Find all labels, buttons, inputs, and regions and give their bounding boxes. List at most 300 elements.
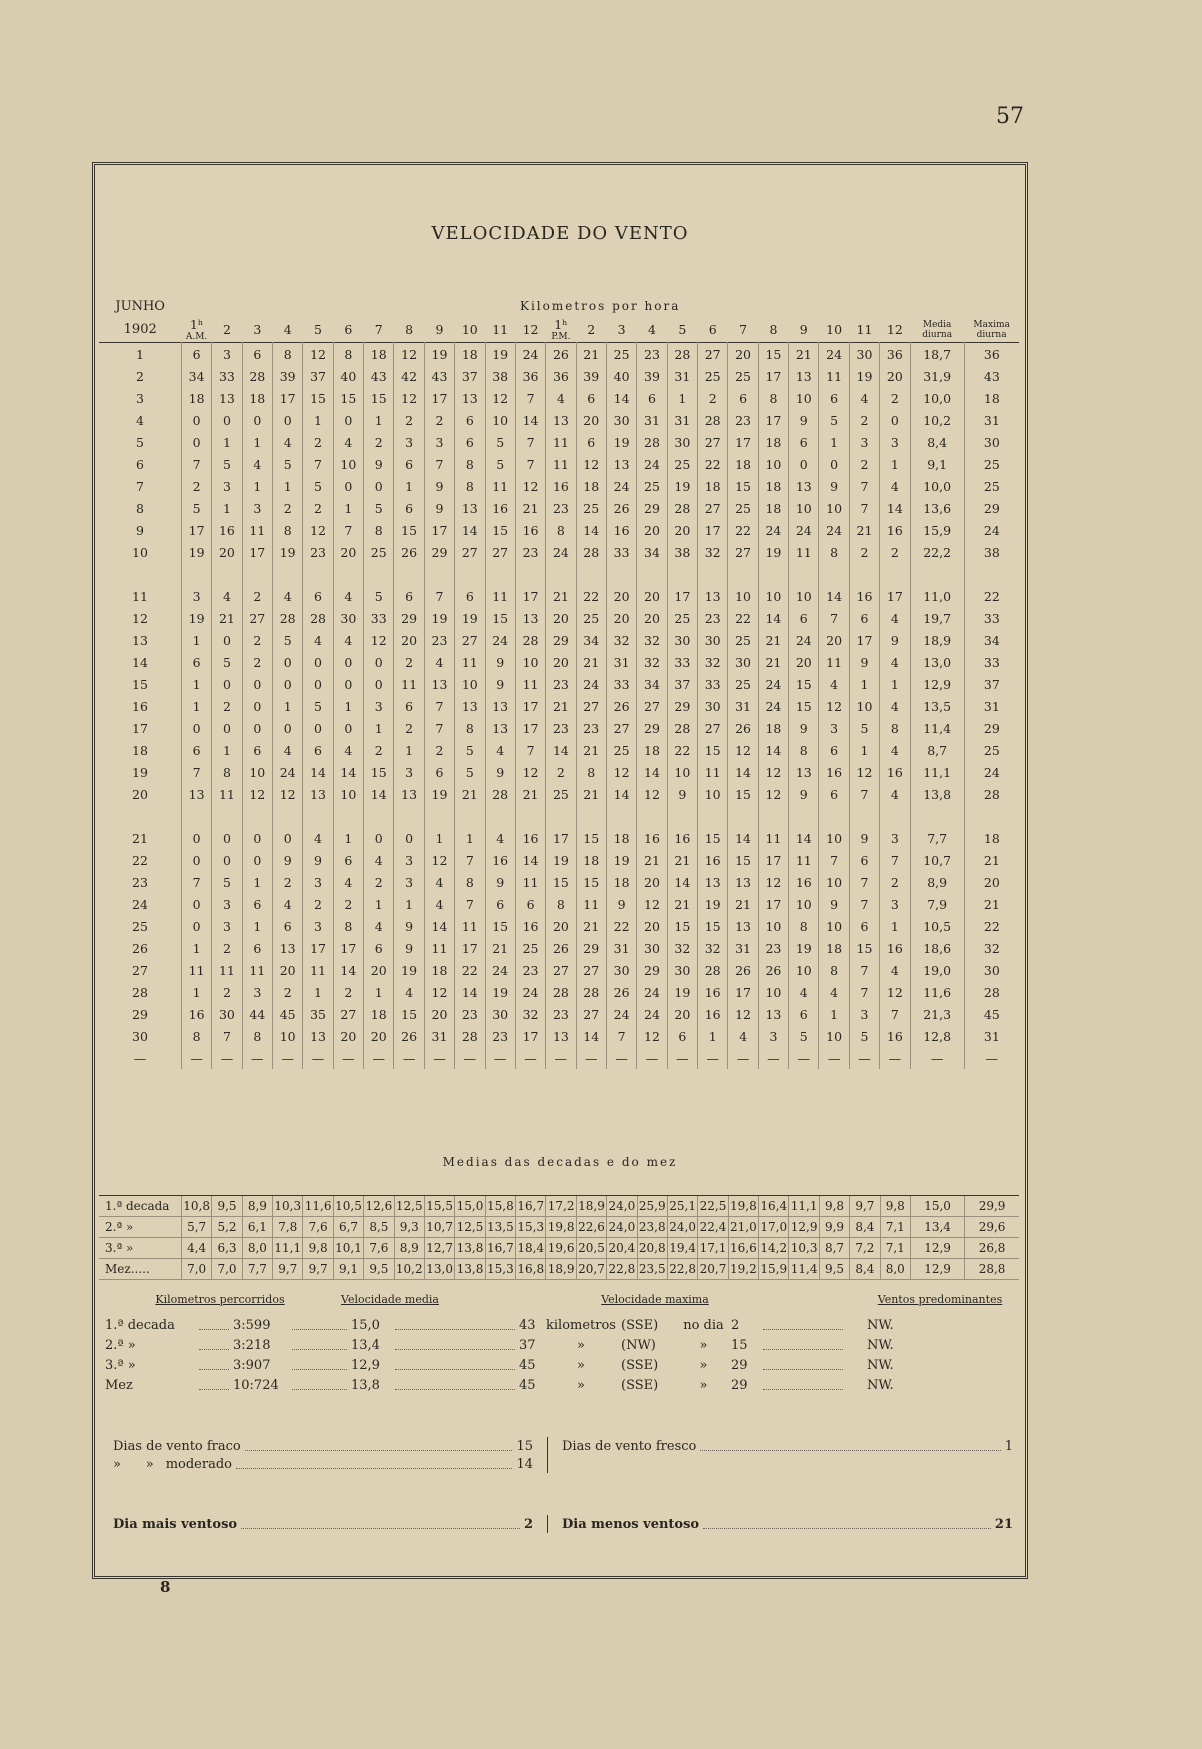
value-cell: 23 bbox=[424, 629, 454, 651]
value-cell: 10 bbox=[455, 673, 485, 695]
value-cell: 0 bbox=[181, 431, 211, 453]
hour-8am: 8 bbox=[405, 322, 414, 337]
means-value: 10,1 bbox=[333, 1238, 363, 1259]
value-cell: 4 bbox=[364, 915, 394, 937]
value-cell: 8 bbox=[819, 541, 849, 563]
value-cell: 16 bbox=[880, 937, 910, 959]
value-cell: 2 bbox=[880, 541, 910, 563]
dash-cell: — bbox=[303, 1047, 333, 1069]
value-cell: 34 bbox=[637, 541, 667, 563]
value-cell: 32 bbox=[698, 651, 728, 673]
value-cell: 45 bbox=[272, 1003, 302, 1025]
value-cell: 28 bbox=[576, 981, 606, 1003]
means-value: 8,4 bbox=[850, 1217, 880, 1238]
value-cell: 12 bbox=[576, 453, 606, 475]
value-cell: 2 bbox=[849, 541, 879, 563]
day-cell: 25 bbox=[132, 918, 148, 934]
value-cell: 5 bbox=[212, 651, 242, 673]
value-cell: 4 bbox=[424, 871, 454, 893]
day-cell: 15 bbox=[132, 676, 148, 692]
value-cell: 28 bbox=[667, 343, 697, 366]
value-cell: 14 bbox=[728, 761, 758, 783]
value-cell: 32 bbox=[637, 629, 667, 651]
value-cell: 22 bbox=[698, 453, 728, 475]
value-cell: 10 bbox=[333, 453, 363, 475]
means-value: 25,9 bbox=[637, 1196, 667, 1217]
value-cell: 10 bbox=[667, 761, 697, 783]
value-cell: 6 bbox=[455, 431, 485, 453]
value-cell: 1 bbox=[364, 717, 394, 739]
dash-cell: — bbox=[910, 1047, 964, 1069]
value-cell: 8 bbox=[455, 475, 485, 497]
value-cell: 34 bbox=[576, 629, 606, 651]
value-cell: 14 bbox=[606, 783, 636, 805]
value-cell: 5 bbox=[272, 453, 302, 475]
value-cell: 13,0 bbox=[910, 651, 964, 673]
value-cell: 7 bbox=[515, 431, 545, 453]
value-cell: 0 bbox=[303, 717, 333, 739]
value-cell: 4 bbox=[546, 387, 576, 409]
means-value: 14,2 bbox=[759, 1238, 789, 1259]
day-cell: 14 bbox=[132, 654, 148, 670]
value-cell: 19 bbox=[272, 541, 302, 563]
value-cell: 23 bbox=[698, 607, 728, 629]
value-cell: 17 bbox=[758, 893, 788, 915]
value-cell: 20 bbox=[667, 1003, 697, 1025]
value-cell: 0 bbox=[333, 717, 363, 739]
means-value: 11,4 bbox=[789, 1259, 819, 1280]
table-row bbox=[99, 431, 1019, 453]
dash-cell: — bbox=[698, 1047, 728, 1069]
value-cell: 40 bbox=[606, 365, 636, 387]
value-cell: 2 bbox=[394, 409, 424, 431]
value-cell: 0 bbox=[181, 717, 211, 739]
value-cell: 28 bbox=[667, 717, 697, 739]
value-cell: 4 bbox=[819, 981, 849, 1003]
value-cell: 2 bbox=[849, 409, 879, 431]
value-cell: 5 bbox=[181, 497, 211, 519]
value-cell: 4 bbox=[333, 871, 363, 893]
value-cell: 6 bbox=[242, 893, 272, 915]
value-cell: 25 bbox=[576, 607, 606, 629]
decade-gap bbox=[99, 563, 1019, 585]
value-cell: 25 bbox=[576, 497, 606, 519]
value-cell: 28 bbox=[272, 607, 302, 629]
value-cell: 19 bbox=[698, 893, 728, 915]
summary-no-dia: » bbox=[699, 1337, 708, 1353]
value-cell: 22 bbox=[606, 915, 636, 937]
value-cell: 37 bbox=[964, 673, 1019, 695]
value-cell: 16 bbox=[485, 849, 515, 871]
hour-11am: 11 bbox=[492, 322, 509, 337]
value-cell: 1 bbox=[364, 409, 394, 431]
summary-no-dia: » bbox=[699, 1357, 708, 1373]
value-cell: 26 bbox=[394, 541, 424, 563]
value-cell: 22 bbox=[455, 959, 485, 981]
value-cell: 11 bbox=[515, 871, 545, 893]
value-cell: 4 bbox=[272, 431, 302, 453]
value-cell: 6 bbox=[576, 431, 606, 453]
value-cell: 5 bbox=[849, 717, 879, 739]
value-cell: 9 bbox=[394, 915, 424, 937]
means-value: 7,8 bbox=[273, 1217, 303, 1238]
value-cell: 18 bbox=[181, 387, 211, 409]
value-cell: 13 bbox=[455, 387, 485, 409]
menos-ventoso-value: 21 bbox=[994, 1516, 1013, 1532]
value-cell: 17 bbox=[424, 387, 454, 409]
value-cell: 31 bbox=[637, 409, 667, 431]
value-cell: 18 bbox=[637, 739, 667, 761]
value-cell: 7 bbox=[424, 453, 454, 475]
value-cell: 16 bbox=[667, 827, 697, 849]
value-cell: 0 bbox=[242, 717, 272, 739]
means-value: 22,4 bbox=[698, 1217, 728, 1238]
value-cell: 10 bbox=[789, 387, 819, 409]
value-cell: 14 bbox=[303, 761, 333, 783]
means-value: 9,5 bbox=[364, 1259, 394, 1280]
value-cell: 4 bbox=[242, 453, 272, 475]
value-cell: 7 bbox=[819, 849, 849, 871]
value-cell: 14 bbox=[637, 761, 667, 783]
value-cell: 19,7 bbox=[910, 607, 964, 629]
value-cell: 0 bbox=[333, 673, 363, 695]
means-value: 15,3 bbox=[516, 1217, 546, 1238]
value-cell: 0 bbox=[212, 849, 242, 871]
value-cell: 19 bbox=[667, 475, 697, 497]
value-cell: 20 bbox=[364, 1025, 394, 1047]
value-cell: 11,0 bbox=[910, 585, 964, 607]
means-value: 28,8 bbox=[965, 1259, 1019, 1280]
summary-row bbox=[105, 1375, 1015, 1395]
means-value: 11,6 bbox=[303, 1196, 333, 1217]
day-cell: 11 bbox=[132, 588, 148, 604]
value-cell: 9,1 bbox=[910, 453, 964, 475]
value-cell: 21 bbox=[546, 695, 576, 717]
value-cell: 22 bbox=[964, 915, 1019, 937]
means-label: 2.ª » bbox=[99, 1217, 181, 1238]
hour-10am: 10 bbox=[461, 322, 478, 337]
value-cell: 10,5 bbox=[910, 915, 964, 937]
value-cell: 10 bbox=[849, 695, 879, 717]
value-cell: 5 bbox=[364, 497, 394, 519]
value-cell: 3 bbox=[880, 431, 910, 453]
dash-cell: — bbox=[272, 1047, 302, 1069]
value-cell: 21 bbox=[758, 651, 788, 673]
dash-cell: — bbox=[394, 1047, 424, 1069]
value-cell: 4 bbox=[880, 475, 910, 497]
table-row bbox=[99, 343, 1019, 366]
day-cell: 22 bbox=[132, 852, 148, 868]
value-cell: 13 bbox=[212, 387, 242, 409]
value-cell: 20 bbox=[546, 607, 576, 629]
value-cell: 14 bbox=[667, 871, 697, 893]
value-cell: 0 bbox=[242, 409, 272, 431]
value-cell: 4 bbox=[424, 651, 454, 673]
value-cell: 30 bbox=[212, 1003, 242, 1025]
value-cell: 17 bbox=[728, 981, 758, 1003]
value-cell: 2 bbox=[242, 629, 272, 651]
value-cell: 9 bbox=[424, 497, 454, 519]
value-cell: 10 bbox=[333, 783, 363, 805]
value-cell: 21 bbox=[546, 585, 576, 607]
means-value: 23,8 bbox=[637, 1217, 667, 1238]
means-value: 26,8 bbox=[965, 1238, 1019, 1259]
value-cell: 12 bbox=[242, 783, 272, 805]
value-cell: 17 bbox=[728, 431, 758, 453]
value-cell: 21 bbox=[212, 607, 242, 629]
media-diurna-header: Media diurna bbox=[922, 319, 953, 340]
value-cell: 0 bbox=[364, 651, 394, 673]
value-cell: 27 bbox=[455, 629, 485, 651]
value-cell: 29 bbox=[637, 497, 667, 519]
table-row bbox=[99, 695, 1019, 717]
value-cell: 30 bbox=[698, 629, 728, 651]
value-cell: 22 bbox=[667, 739, 697, 761]
value-cell: 17 bbox=[546, 827, 576, 849]
value-cell: 10 bbox=[272, 1025, 302, 1047]
value-cell: 6 bbox=[394, 585, 424, 607]
value-cell: 30 bbox=[849, 343, 879, 366]
dash-cell: — bbox=[455, 1047, 485, 1069]
value-cell: 18 bbox=[964, 387, 1019, 409]
value-cell: 14 bbox=[515, 849, 545, 871]
value-cell: 10 bbox=[758, 585, 788, 607]
value-cell: 13 bbox=[546, 409, 576, 431]
table-row bbox=[99, 959, 1019, 981]
value-cell: 3 bbox=[242, 981, 272, 1003]
value-cell: 11 bbox=[242, 519, 272, 541]
value-cell: 18 bbox=[576, 849, 606, 871]
value-cell: 6 bbox=[364, 937, 394, 959]
value-cell: 21 bbox=[576, 343, 606, 366]
value-cell: 13 bbox=[728, 871, 758, 893]
value-cell: 17 bbox=[758, 849, 788, 871]
value-cell: 16 bbox=[698, 981, 728, 1003]
value-cell: 17 bbox=[242, 541, 272, 563]
summary-row bbox=[105, 1335, 1015, 1355]
means-value: 12,5 bbox=[455, 1217, 485, 1238]
value-cell: 13 bbox=[272, 937, 302, 959]
value-cell: 29 bbox=[637, 959, 667, 981]
value-cell: 11 bbox=[424, 937, 454, 959]
day-cell: 1 bbox=[135, 346, 144, 362]
value-cell: 3 bbox=[758, 1025, 788, 1047]
value-cell: 9 bbox=[606, 893, 636, 915]
value-cell: 4 bbox=[394, 981, 424, 1003]
value-cell: 21 bbox=[849, 519, 879, 541]
value-cell: 10 bbox=[789, 959, 819, 981]
value-cell: 20 bbox=[576, 409, 606, 431]
value-cell: 14 bbox=[728, 827, 758, 849]
dash-cell: — bbox=[789, 1047, 819, 1069]
table-row bbox=[99, 607, 1019, 629]
value-cell: 10 bbox=[242, 761, 272, 783]
means-value: 8,4 bbox=[850, 1259, 880, 1280]
value-cell: 1 bbox=[880, 915, 910, 937]
value-cell: 24 bbox=[819, 343, 849, 366]
value-cell: 13 bbox=[546, 1025, 576, 1047]
means-value: 15,9 bbox=[759, 1259, 789, 1280]
means-value: 9,7 bbox=[303, 1259, 333, 1280]
summary-media: 12,9 bbox=[351, 1357, 380, 1373]
value-cell: 16 bbox=[515, 519, 545, 541]
means-value: 8,7 bbox=[819, 1238, 849, 1259]
value-cell: 12 bbox=[394, 343, 424, 366]
value-cell: 31 bbox=[964, 1025, 1019, 1047]
value-cell: 9 bbox=[789, 783, 819, 805]
value-cell: 14 bbox=[364, 783, 394, 805]
value-cell: 12 bbox=[485, 387, 515, 409]
value-cell: 29 bbox=[424, 541, 454, 563]
value-cell: 21 bbox=[576, 783, 606, 805]
mais-ventoso-value: 2 bbox=[523, 1516, 533, 1532]
daily-rows bbox=[99, 343, 1019, 1070]
value-cell: 30 bbox=[667, 431, 697, 453]
value-cell: 7 bbox=[333, 519, 363, 541]
value-cell: 29 bbox=[576, 937, 606, 959]
means-value: 9,8 bbox=[303, 1238, 333, 1259]
value-cell: 20 bbox=[333, 1025, 363, 1047]
value-cell: 15 bbox=[728, 849, 758, 871]
decade-gap bbox=[99, 805, 1019, 827]
day-cell: 9 bbox=[135, 522, 144, 538]
means-value: 15,0 bbox=[910, 1196, 964, 1217]
value-cell: 7 bbox=[424, 695, 454, 717]
value-cell: 4 bbox=[880, 651, 910, 673]
hour-8pm: 8 bbox=[769, 322, 778, 337]
value-cell: 19 bbox=[424, 607, 454, 629]
value-cell: 15 bbox=[728, 783, 758, 805]
value-cell: 12 bbox=[728, 739, 758, 761]
value-cell: 35 bbox=[303, 1003, 333, 1025]
value-cell: 20 bbox=[394, 629, 424, 651]
value-cell: 3 bbox=[394, 431, 424, 453]
value-cell: 1 bbox=[455, 827, 485, 849]
summary-max-dir: (SSE) bbox=[621, 1357, 659, 1373]
day-cell: 8 bbox=[135, 500, 144, 516]
value-cell: 7 bbox=[515, 387, 545, 409]
value-cell: 9 bbox=[819, 475, 849, 497]
table-row bbox=[99, 541, 1019, 563]
value-cell: 15 bbox=[333, 387, 363, 409]
value-cell: 4 bbox=[728, 1025, 758, 1047]
value-cell: 9 bbox=[272, 849, 302, 871]
day-cell: 24 bbox=[132, 896, 148, 912]
value-cell: 7 bbox=[515, 453, 545, 475]
value-cell: 6 bbox=[515, 893, 545, 915]
value-cell: 10 bbox=[698, 783, 728, 805]
value-cell: 12 bbox=[424, 849, 454, 871]
summary-km: 3:907 bbox=[233, 1357, 271, 1373]
value-cell: 4 bbox=[333, 431, 363, 453]
hour-3am: 3 bbox=[253, 322, 262, 337]
value-cell: 20 bbox=[424, 1003, 454, 1025]
value-cell: 29 bbox=[637, 717, 667, 739]
value-cell: 12 bbox=[819, 695, 849, 717]
value-cell: 2 bbox=[424, 739, 454, 761]
value-cell: 13 bbox=[424, 673, 454, 695]
value-cell: 27 bbox=[606, 717, 636, 739]
value-cell: 0 bbox=[242, 849, 272, 871]
value-cell: 1 bbox=[698, 1025, 728, 1047]
value-cell: 19 bbox=[758, 541, 788, 563]
value-cell: 31 bbox=[606, 651, 636, 673]
table-row bbox=[99, 387, 1019, 409]
value-cell: 24 bbox=[758, 673, 788, 695]
value-cell: 24 bbox=[485, 629, 515, 651]
value-cell: 38 bbox=[964, 541, 1019, 563]
value-cell: 0 bbox=[364, 673, 394, 695]
value-cell: 14 bbox=[515, 409, 545, 431]
value-cell: 2 bbox=[364, 431, 394, 453]
value-cell: 10,0 bbox=[910, 387, 964, 409]
value-cell: 18 bbox=[728, 453, 758, 475]
day-cell: 18 bbox=[132, 742, 148, 758]
value-cell: 5 bbox=[819, 409, 849, 431]
value-cell: 1 bbox=[364, 893, 394, 915]
value-cell: 15 bbox=[394, 1003, 424, 1025]
value-cell: 0 bbox=[212, 673, 242, 695]
value-cell: 7 bbox=[515, 739, 545, 761]
value-cell: 4 bbox=[880, 959, 910, 981]
moderado-label: moderado bbox=[165, 1456, 232, 1472]
value-cell: 3 bbox=[849, 431, 879, 453]
value-cell: 2 bbox=[333, 981, 363, 1003]
value-cell: 10 bbox=[819, 1025, 849, 1047]
value-cell: 6 bbox=[242, 343, 272, 366]
value-cell: 24 bbox=[606, 475, 636, 497]
value-cell: 1 bbox=[333, 695, 363, 717]
value-cell: 25 bbox=[606, 739, 636, 761]
value-cell: 13 bbox=[394, 783, 424, 805]
value-cell: 20 bbox=[819, 629, 849, 651]
value-cell: 17 bbox=[849, 629, 879, 651]
dash-cell: — bbox=[849, 1047, 879, 1069]
value-cell: 23 bbox=[515, 959, 545, 981]
summary-label: 2.ª » bbox=[105, 1337, 136, 1353]
value-cell: 15 bbox=[364, 387, 394, 409]
value-cell: 1 bbox=[819, 1003, 849, 1025]
table-row bbox=[99, 827, 1019, 849]
value-cell: 4 bbox=[212, 585, 242, 607]
day-cell: 10 bbox=[132, 544, 148, 560]
value-cell: 13,6 bbox=[910, 497, 964, 519]
value-cell: 7,7 bbox=[910, 827, 964, 849]
value-cell: 2 bbox=[212, 981, 242, 1003]
value-cell: 36 bbox=[964, 343, 1019, 366]
means-value: 5,2 bbox=[212, 1217, 242, 1238]
value-cell: 28 bbox=[576, 541, 606, 563]
means-value: 22,5 bbox=[698, 1196, 728, 1217]
value-cell: 31 bbox=[667, 365, 697, 387]
value-cell: 26 bbox=[606, 695, 636, 717]
fraco-label: Dias de vento fraco bbox=[113, 1438, 241, 1454]
value-cell: 17 bbox=[424, 519, 454, 541]
value-cell: 11 bbox=[819, 651, 849, 673]
value-cell: 13 bbox=[728, 915, 758, 937]
value-cell: 9 bbox=[303, 849, 333, 871]
value-cell: 17 bbox=[303, 937, 333, 959]
value-cell: 30 bbox=[728, 651, 758, 673]
value-cell: 0 bbox=[242, 673, 272, 695]
value-cell: 28 bbox=[698, 409, 728, 431]
value-cell: 12 bbox=[758, 783, 788, 805]
value-cell: 2 bbox=[212, 695, 242, 717]
value-cell: 2 bbox=[303, 431, 333, 453]
value-cell: 24 bbox=[819, 519, 849, 541]
value-cell: 8 bbox=[789, 739, 819, 761]
value-cell: 17 bbox=[455, 937, 485, 959]
